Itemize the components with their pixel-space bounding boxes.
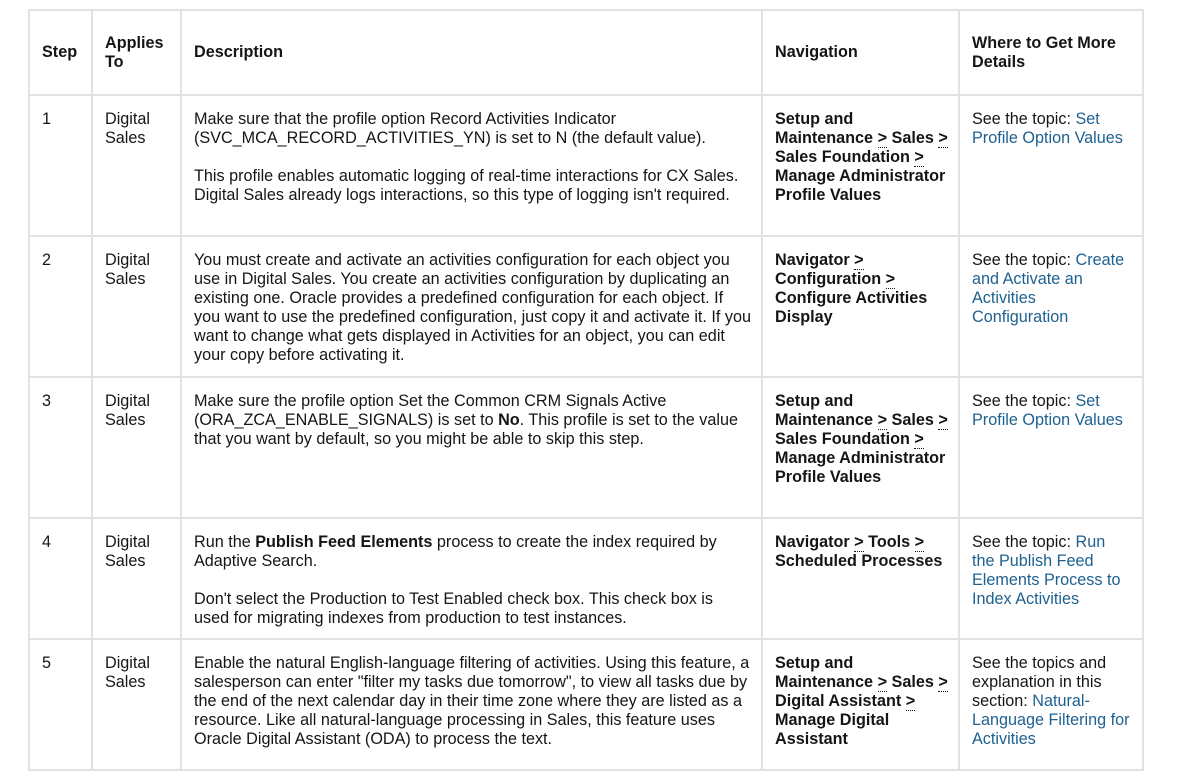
nav-step: Navigator	[775, 251, 850, 269]
description-cell	[181, 639, 762, 770]
description-cell	[181, 518, 762, 639]
description-paragraph: Make sure that the profile option Record Activities Indicator (SVC_MCA_RECORD_ACTIVITIES_YN) is set to N (the default value).	[194, 110, 706, 147]
step-number: 1	[29, 95, 92, 236]
nav-separator: >	[938, 411, 948, 429]
header-row	[29, 10, 1143, 95]
table-row	[29, 639, 1143, 770]
nav-step: Configuration	[775, 270, 882, 288]
description-paragraph: Don't select the Production to Test Enabled check box. This check box is used for migrating indexes from production to test instances.	[194, 590, 713, 627]
nav-separator: >	[885, 270, 896, 288]
step-number: 3	[29, 377, 92, 518]
table-row	[29, 518, 1143, 639]
details-link[interactable]: Set Profile Option Values	[972, 392, 1123, 429]
nav-step: Configure Activities Display	[775, 289, 928, 326]
nav-separator: >	[877, 673, 888, 691]
description-emphasis: Publish Feed Elements	[255, 533, 433, 551]
applies-to: Digital Sales	[92, 518, 181, 639]
description-paragraph: You must create and activate an activities configuration for each object you use in Digital Sales. You create an activities configuration by duplicating an existing one. Oracle provides a predefined configuration for each object. If you want to use the predefined configuration, just copy it and activate it. If you want to change what gets displayed in Activities for an object, you can edit your copy before activating it.	[194, 251, 752, 364]
nav-step: Setup and Maintenance	[775, 654, 874, 691]
applies-to: Digital Sales	[92, 377, 181, 518]
navigation-path	[762, 95, 959, 236]
header-navigation: Navigation	[762, 10, 959, 95]
description-cell	[181, 95, 762, 236]
description-paragraph: This profile enables automatic logging of real-time interactions for CX Sales. Digital Sales already logs interactions, so this type of logging isn't required.	[194, 167, 739, 204]
details-cell	[959, 236, 1143, 377]
nav-separator: >	[877, 129, 888, 147]
nav-separator: >	[938, 673, 948, 691]
nav-separator: >	[914, 533, 925, 551]
nav-separator: >	[854, 533, 864, 551]
nav-step: Scheduled Processes	[775, 552, 943, 570]
header-step: Step	[29, 10, 92, 95]
nav-separator: >	[938, 129, 948, 147]
details-prefix: See the topic:	[972, 392, 1076, 410]
description-emphasis: No	[498, 411, 520, 429]
details-prefix: See the topic:	[972, 110, 1076, 128]
nav-separator: >	[877, 411, 888, 429]
details-prefix: See the topic:	[972, 533, 1076, 551]
nav-separator: >	[914, 430, 924, 448]
table-row	[29, 377, 1143, 518]
step-number: 2	[29, 236, 92, 377]
applies-to: Digital Sales	[92, 236, 181, 377]
nav-step: Sales Foundation	[775, 430, 910, 448]
description-text: Make sure the profile option Set the Common CRM Signals Active (ORA_ZCA_ENABLE_SIGNALS) is set to	[194, 392, 667, 429]
nav-step: Sales	[891, 129, 934, 147]
nav-step: Tools	[868, 533, 911, 551]
details-link[interactable]: Natural-Language Filtering for Activities	[972, 692, 1130, 748]
details-cell	[959, 518, 1143, 639]
details-cell	[959, 377, 1143, 518]
nav-step: Setup and Maintenance	[775, 110, 874, 147]
description-text: Run the	[194, 533, 256, 551]
details-prefix: See the topic:	[972, 251, 1076, 269]
description-text: . This profile is set to the value that you want by default, so you might be able to skip this step.	[194, 411, 738, 448]
applies-to: Digital Sales	[92, 639, 181, 770]
nav-step: Digital Assistant	[775, 692, 902, 710]
nav-step: Manage Administrator Profile Values	[775, 449, 946, 486]
description-paragraph: Enable the natural English-language filtering of activities. Using this feature, a salesperson can enter "filter my tasks due tomorrow", to view all tasks due by the end of the next calendar day in their time zone where they are listed as a resource. Like all natural-language processing in Sales, this feature uses Oracle Digital Assistant (ODA) to process the text.	[194, 654, 750, 748]
table-row	[29, 236, 1143, 377]
navigation-path	[762, 377, 959, 518]
header-more-details: Where to Get More Details	[959, 10, 1143, 95]
header-applies-to: Applies To	[92, 10, 181, 95]
nav-step: Sales	[891, 411, 934, 429]
details-prefix: See the topics and explanation in this section:	[972, 654, 1107, 710]
nav-step: Navigator	[775, 533, 850, 551]
description-paragraph	[194, 392, 751, 449]
details-cell	[959, 95, 1143, 236]
nav-step: Manage Digital Assistant	[775, 711, 890, 748]
nav-step: Manage Administrator Profile Values	[775, 167, 946, 204]
navigation-path	[762, 518, 959, 639]
description-text: process to create the index required by Adaptive Search.	[194, 533, 717, 570]
description-paragraph	[194, 533, 751, 571]
nav-separator: >	[854, 251, 864, 269]
table-row	[29, 95, 1143, 236]
nav-step: Sales	[891, 673, 934, 691]
table-header	[29, 10, 1143, 95]
nav-separator: >	[914, 148, 924, 166]
navigation-path	[762, 236, 959, 377]
applies-to: Digital Sales	[92, 95, 181, 236]
details-cell	[959, 639, 1143, 770]
setup-steps-table-wrapper	[28, 9, 1144, 771]
details-link[interactable]: Run the Publish Feed Elements Process to Index Activities	[972, 533, 1121, 608]
nav-step: Setup and Maintenance	[775, 392, 874, 429]
description-cell	[181, 236, 762, 377]
description-cell	[181, 377, 762, 518]
header-description: Description	[181, 10, 762, 95]
setup-steps-table	[28, 9, 1144, 771]
navigation-path	[762, 639, 959, 770]
details-link[interactable]: Set Profile Option Values	[972, 110, 1123, 147]
nav-separator: >	[905, 692, 916, 710]
details-link[interactable]: Create and Activate an Activities Configuration	[972, 251, 1125, 326]
step-number: 5	[29, 639, 92, 770]
step-number: 4	[29, 518, 92, 639]
nav-step: Sales Foundation	[775, 148, 910, 166]
